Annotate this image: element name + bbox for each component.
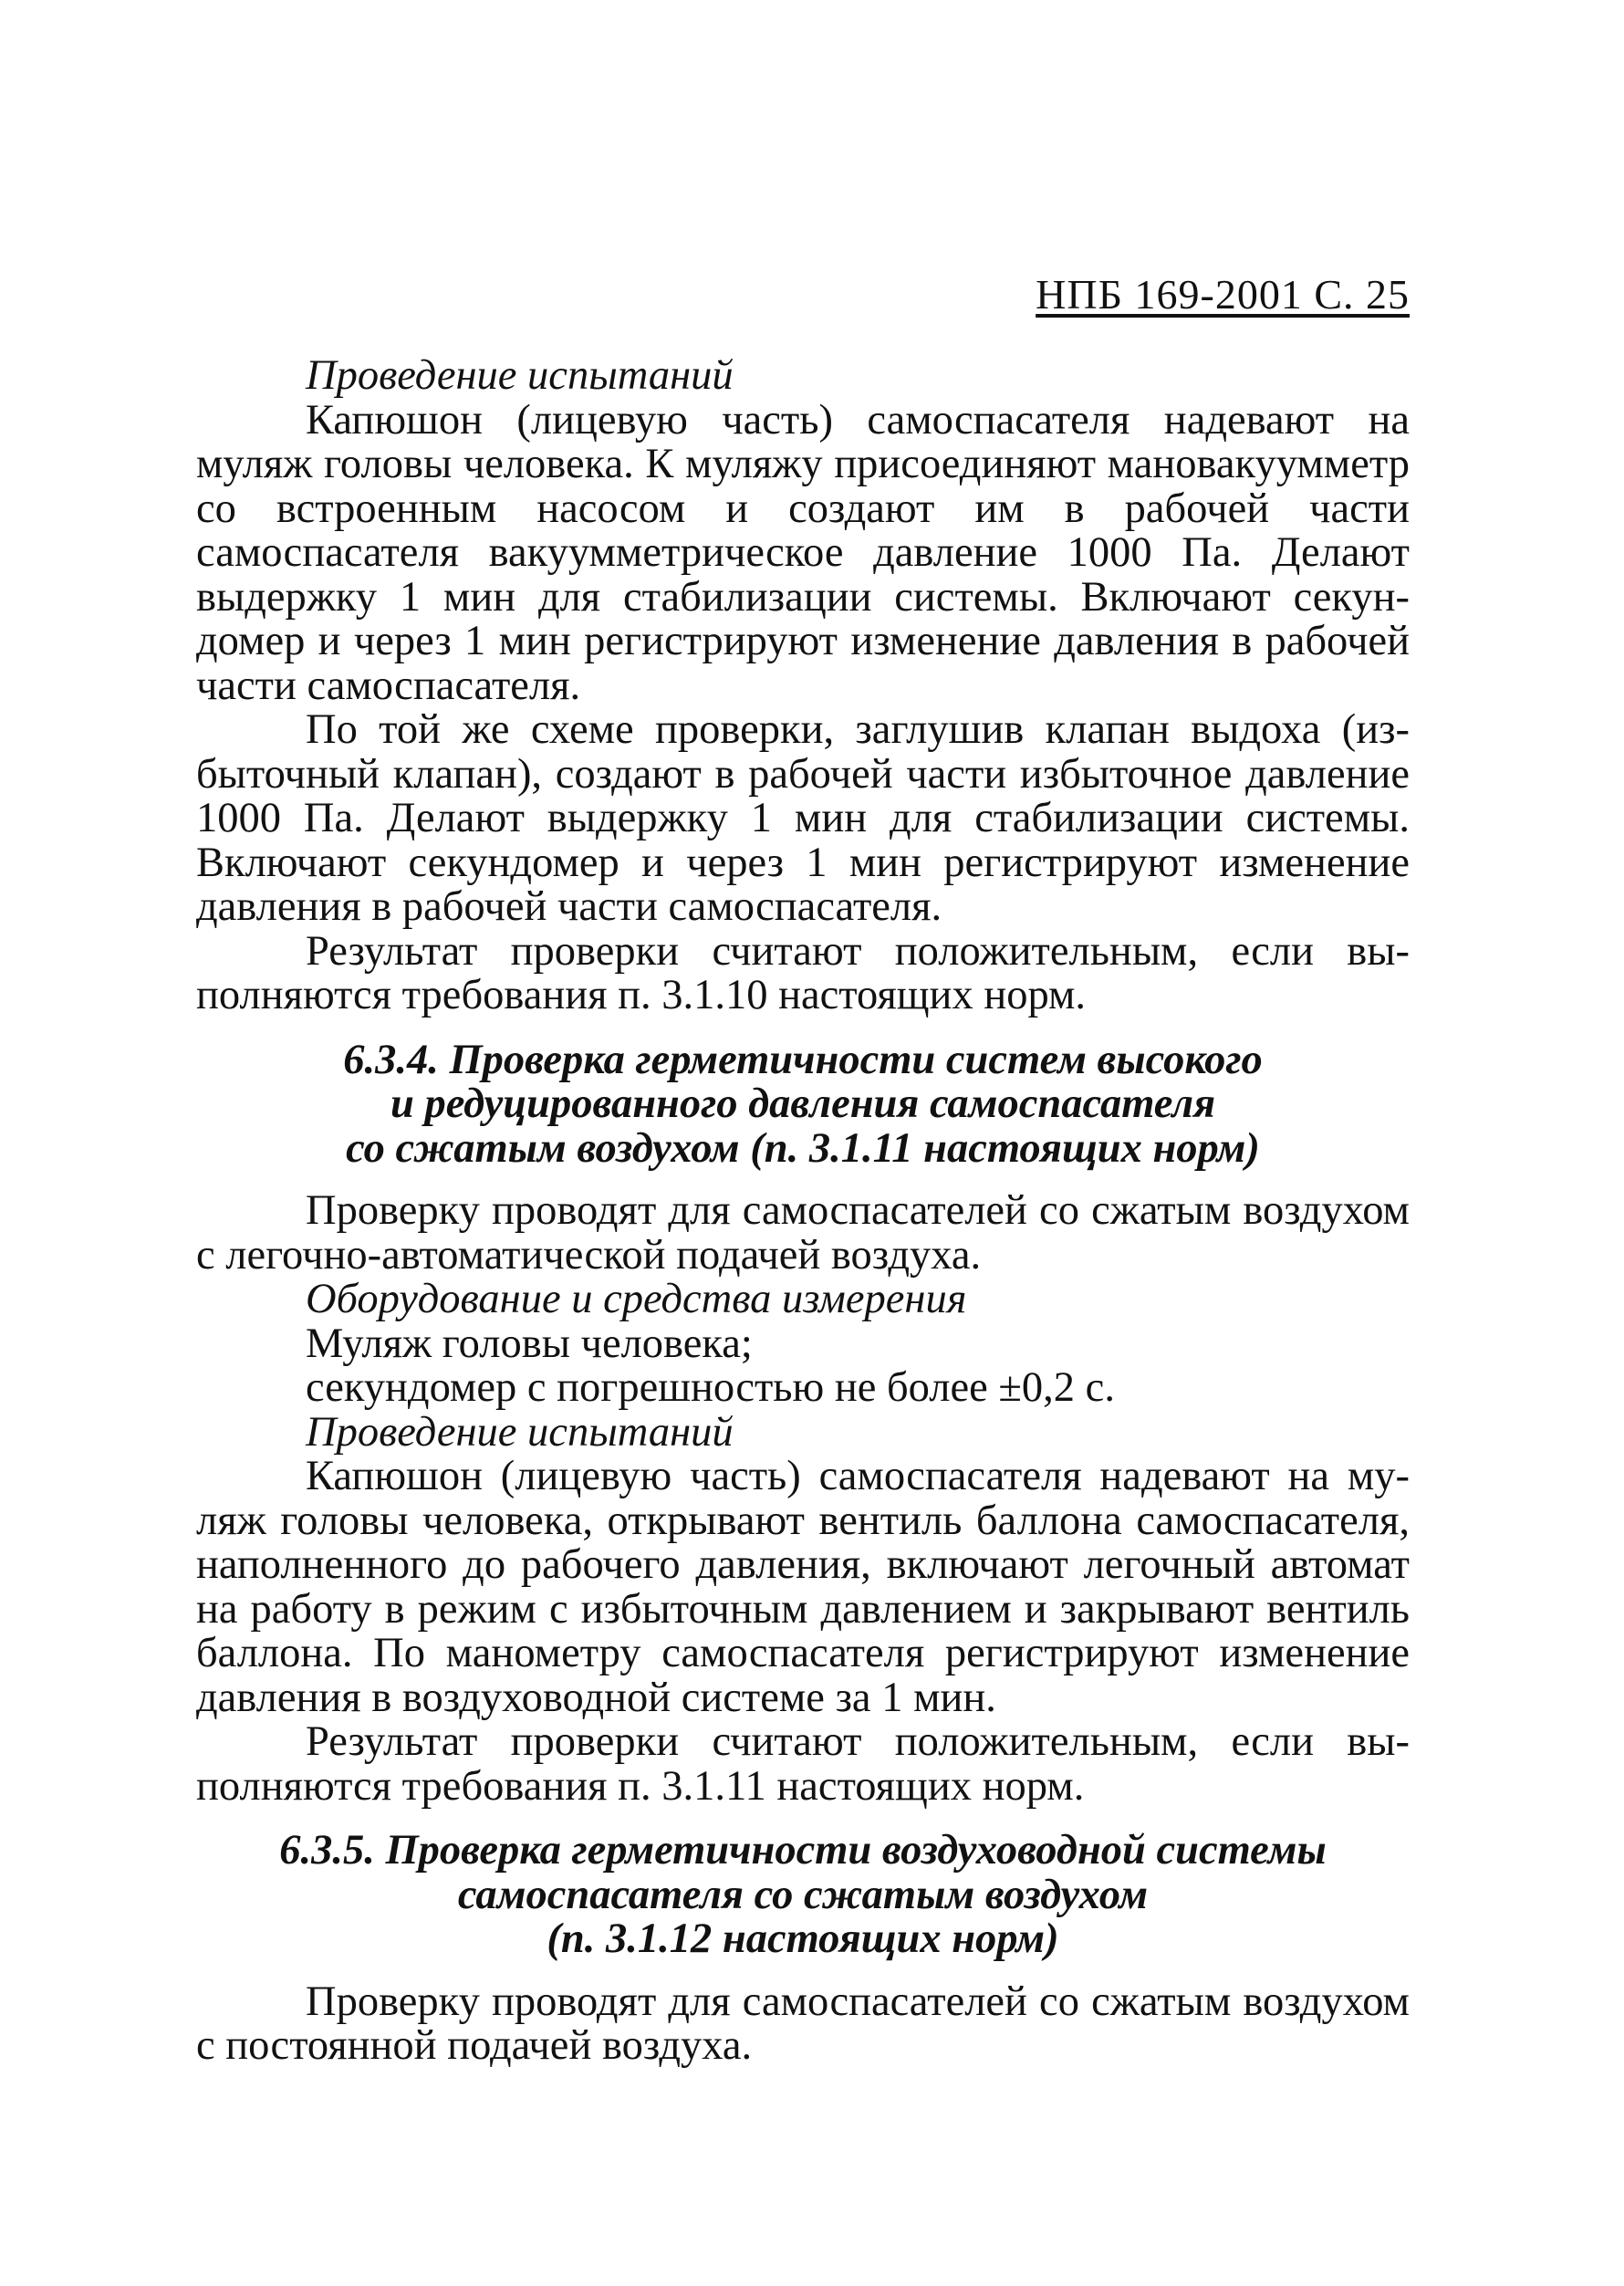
heading-line: самоспасателя со сжатым воздухом <box>457 1871 1149 1918</box>
heading-line: со сжатым воздухом (п. 3.1.11 настоящих норм) <box>346 1124 1260 1172</box>
list-line: секундомер с погрешностью не более ±0,2 с. <box>306 1364 1115 1411</box>
paragraph: Результат проверки считают положительным, если выполняются требования п. 3.1.10 настоящих норм. <box>196 927 1410 1018</box>
section-heading-6-3-5 <box>196 1829 1410 1962</box>
paragraph: Проверку проводят для самоспасателей со сжатым воздухом с легочно-автоматической подачей воздуха. <box>196 1187 1410 1279</box>
paragraph: Капюшон (лицевую часть) самоспасателя надевают на муляж головы человека, открывают вентиль баллона самоспасателя, наполненного до рабочего давления, включают легочный автомат на работу в режим с избыточным давлением и закрывают вентиль баллона. По манометру самоспасателя регистрируют изменение давления в воздуховодной системе за 1 мин. <box>196 1453 1410 1721</box>
heading-line: 6.3.5. Проверка герметичности воздуховодной системы <box>279 1827 1327 1874</box>
page-header: НПБ 169-2001 С. 25 <box>1036 271 1410 318</box>
page-content <box>196 354 1410 2069</box>
paragraph: По той же схеме проверки, заглушив клапан выдоха (избыточный клапан), создают в рабочей части избыточное давление 1000 Па. Делают выдержку 1 мин для стабилизации системы. Включают секундомер и через 1 мин регистрируют изменение давления в рабочей части самоспасателя. <box>196 706 1410 930</box>
heading-line: и редуцированного давления самоспасателя <box>390 1080 1216 1127</box>
heading-line: (п. 3.1.12 настоящих норм) <box>547 1915 1059 1962</box>
heading-line: 6.3.4. Проверка герметичности систем высокого <box>343 1036 1263 1083</box>
subheading: Проведение испытаний <box>306 352 734 399</box>
list-line: Муляж головы человека; <box>306 1320 753 1367</box>
paragraph: Результат проверки считают положительным, если выполняются требования п. 3.1.11 настоящих норм. <box>196 1718 1410 1810</box>
paragraph: Проверку проводят для самоспасателей со сжатым воздухом с постоянной подачей воздуха. <box>196 1978 1410 2069</box>
paragraph: Капюшон (лицевую часть) самоспасателя надевают на муляж головы человека. К муляжу присоединяют мановакуумметр со встроенным насосом и создают им в рабочей части самоспасателя вакуумметрическое давление 1000 Па. Делают выдержку 1 мин для стабилизации системы. Включают секундомер и через 1 мин регистрируют изменение давления в рабочей части самоспасателя. <box>196 396 1410 709</box>
subheading: Проведение испытаний <box>306 1408 734 1456</box>
section-heading-6-3-4 <box>196 1036 1410 1172</box>
subheading: Оборудование и средства измерения <box>306 1276 967 1322</box>
